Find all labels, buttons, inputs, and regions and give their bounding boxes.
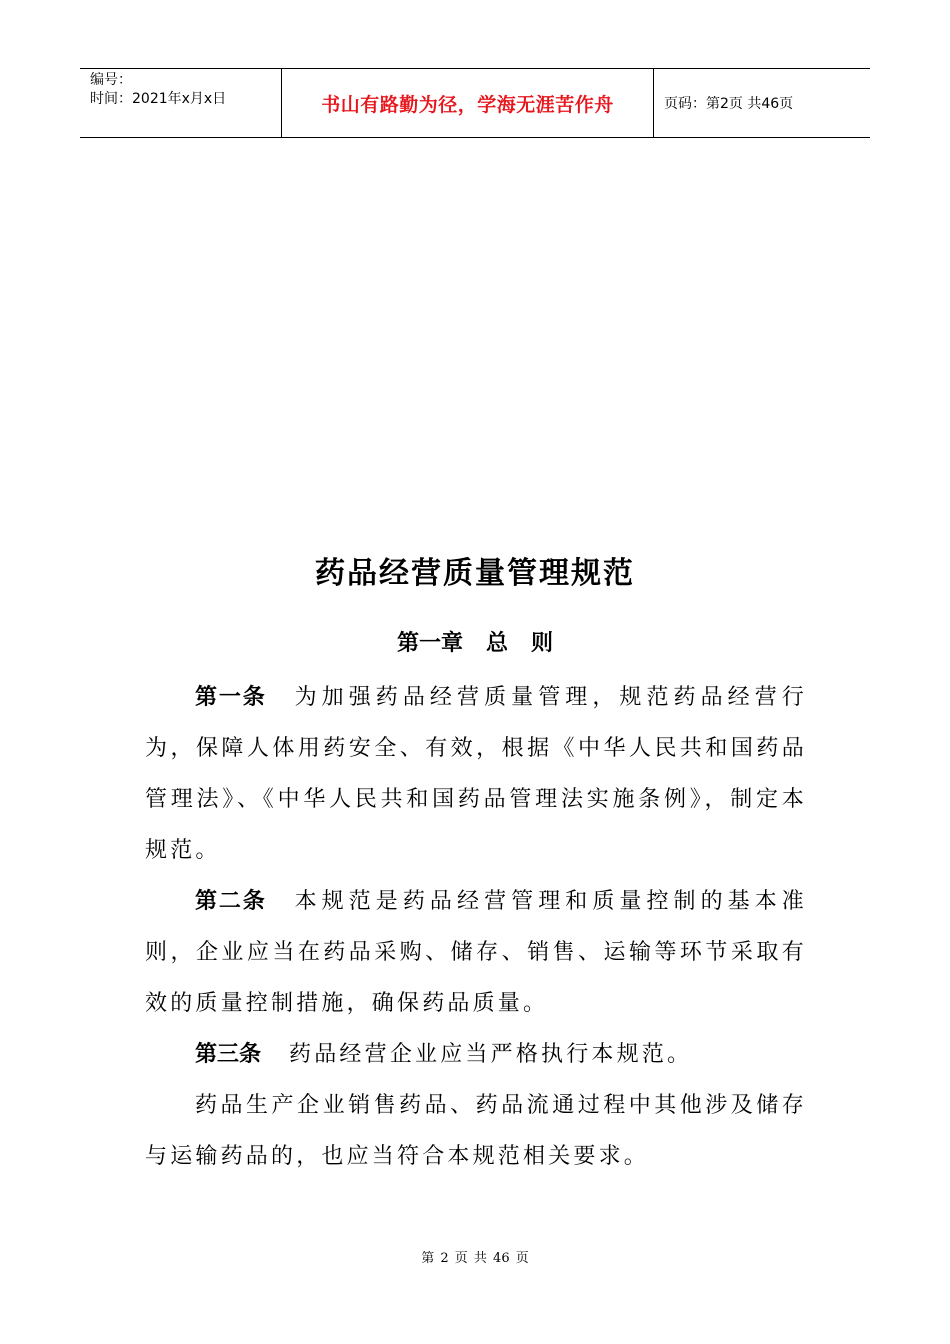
article-paragraph	[145, 672, 807, 876]
header-table	[80, 68, 870, 138]
article-paragraph	[145, 1080, 807, 1182]
document-title: 药品经营质量管理规范	[315, 556, 635, 591]
number-label: 编号：	[90, 72, 132, 88]
article-number: 第二条	[195, 889, 267, 914]
time-label: 时间：2021年x月x日	[90, 91, 227, 107]
header-meta-cell	[80, 69, 282, 137]
page-footer: 第 2 页 共 46 页	[421, 1251, 529, 1266]
article-number: 第三条	[195, 1042, 262, 1067]
chapter-heading: 第一章 总 则	[397, 631, 553, 656]
article-text: 本规范是药品经营管理和质量控制的基本准则，企业应当在药品采购、储存、销售、运输等环节采取有效的质量控制措施，确保药品质量。	[145, 889, 807, 1016]
article-paragraph	[145, 876, 807, 1029]
header-page-cell	[654, 69, 870, 137]
page-label: 页码：第2页 共46页	[664, 96, 794, 112]
article-number: 第一条	[195, 685, 267, 710]
article-text: 为加强药品经营质量管理，规范药品经营行为，保障人体用药安全、有效，根据《中华人民共和国药品管理法》、《中华人民共和国药品管理法实施条例》，制定本规范。	[145, 685, 807, 863]
motto-text: 书山有路勤为径，学海无涯苦作舟	[321, 93, 614, 116]
document-body	[145, 672, 807, 1182]
header-motto-cell	[282, 69, 654, 137]
article-paragraph	[145, 1029, 807, 1080]
article-text: 药品生产企业销售药品、药品流通过程中其他涉及储存与运输药品的，也应当符合本规范相关要求。	[145, 1093, 807, 1169]
article-text: 药品经营企业应当严格执行本规范。	[289, 1042, 693, 1067]
